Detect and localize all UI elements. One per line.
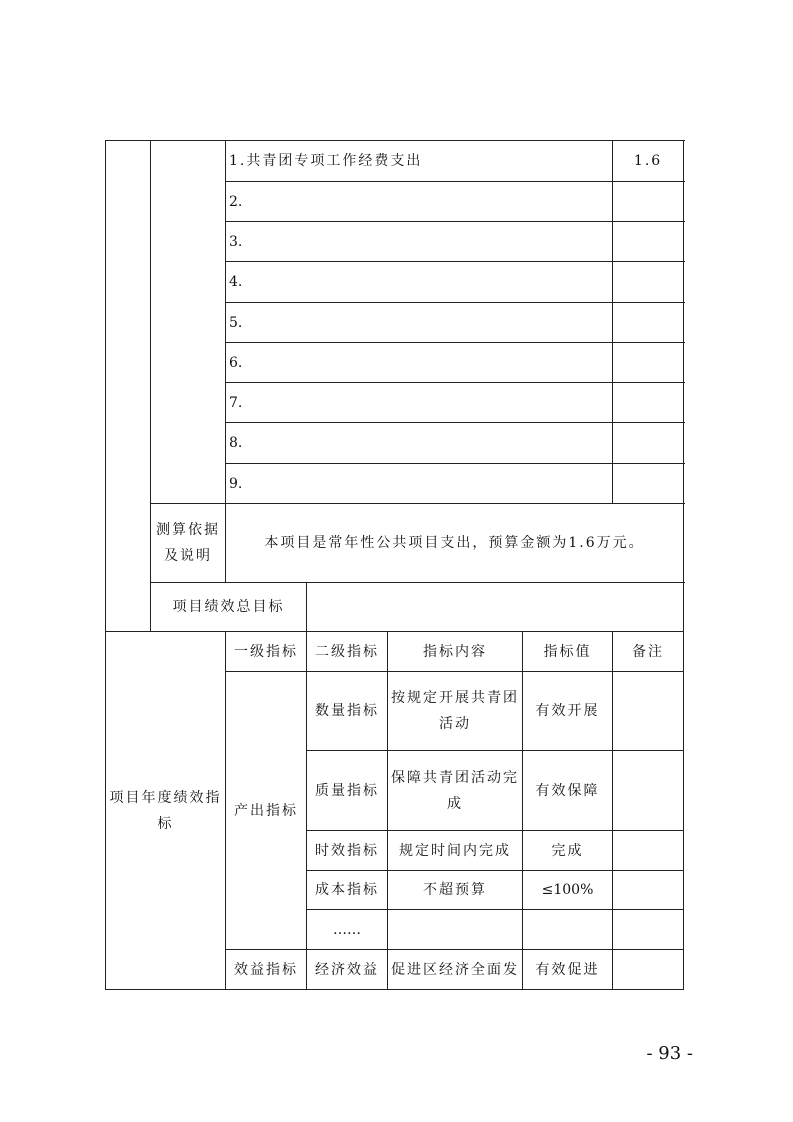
indicator-level2: 数量指标: [307, 672, 388, 751]
budget-item-amount: [613, 464, 684, 504]
budget-item-amount: [613, 343, 684, 383]
header-level2: 二级指标: [307, 632, 388, 672]
budget-item-amount: 1.6: [613, 141, 684, 182]
blank-left-cell: [106, 141, 151, 632]
budget-item-label: 9.: [226, 464, 613, 504]
indicator-level2: 成本指标: [307, 871, 388, 910]
indicator-value: 完成: [523, 831, 613, 871]
budget-item-label: 6.: [226, 343, 613, 383]
indicator-content: 按规定开展共青团活动: [388, 672, 523, 751]
budget-item-label: 2.: [226, 182, 613, 222]
budget-item-label: 5.: [226, 303, 613, 343]
indicator-level2: 经济效益: [307, 950, 388, 990]
indicator-content: 保障共青团活动完成: [388, 751, 523, 831]
page-number: - 93 -: [646, 1043, 693, 1064]
budget-item-label: 8.: [226, 423, 613, 464]
annual-indicators-label: 项目年度绩效指标: [106, 632, 226, 990]
indicator-value: 有效开展: [523, 672, 613, 751]
basis-text: 本项目是常年性公共项目支出，预算金额为1.6万元。: [226, 504, 684, 583]
overall-goal-value: [307, 583, 684, 632]
blank-subcategory-cell: [151, 141, 226, 504]
benefit-indicator-label: 效益指标: [226, 950, 307, 990]
indicator-level2: 时效指标: [307, 831, 388, 871]
budget-item-label: 4.: [226, 262, 613, 303]
header-value: 指标值: [523, 632, 613, 672]
indicator-value: 有效促进: [523, 950, 613, 990]
output-indicator-label: 产出指标: [226, 672, 307, 950]
budget-item-label: 7.: [226, 383, 613, 423]
indicator-remark: [613, 910, 684, 950]
indicator-remark: [613, 871, 684, 910]
indicator-content: 不超预算: [388, 871, 523, 910]
indicator-remark: [613, 831, 684, 871]
indicator-content: 规定时间内完成: [388, 831, 523, 871]
budget-item-amount: [613, 303, 684, 343]
budget-item-label: 1.共青团专项工作经费支出: [226, 141, 613, 182]
budget-item-amount: [613, 182, 684, 222]
budget-item-label: 3.: [226, 222, 613, 262]
budget-item-amount: [613, 262, 684, 303]
indicator-remark: [613, 950, 684, 990]
budget-item-amount: [613, 222, 684, 262]
budget-performance-table: [105, 140, 684, 990]
indicator-level2: 质量指标: [307, 751, 388, 831]
header-content: 指标内容: [388, 632, 523, 672]
indicator-content: [388, 910, 523, 950]
indicator-content: 促进区经济全面发: [388, 950, 523, 990]
basis-label: 测算依据及说明: [151, 504, 226, 583]
indicator-remark: [613, 751, 684, 831]
header-remark: 备注: [613, 632, 684, 672]
indicator-level2: ……: [307, 910, 388, 950]
header-level1: 一级指标: [226, 632, 307, 672]
budget-item-amount: [613, 383, 684, 423]
indicator-value: [523, 910, 613, 950]
indicator-value: 有效保障: [523, 751, 613, 831]
indicator-value: ≤100%: [523, 871, 613, 910]
indicator-remark: [613, 672, 684, 751]
overall-goal-label: 项目绩效总目标: [151, 583, 307, 632]
budget-item-amount: [613, 423, 684, 464]
